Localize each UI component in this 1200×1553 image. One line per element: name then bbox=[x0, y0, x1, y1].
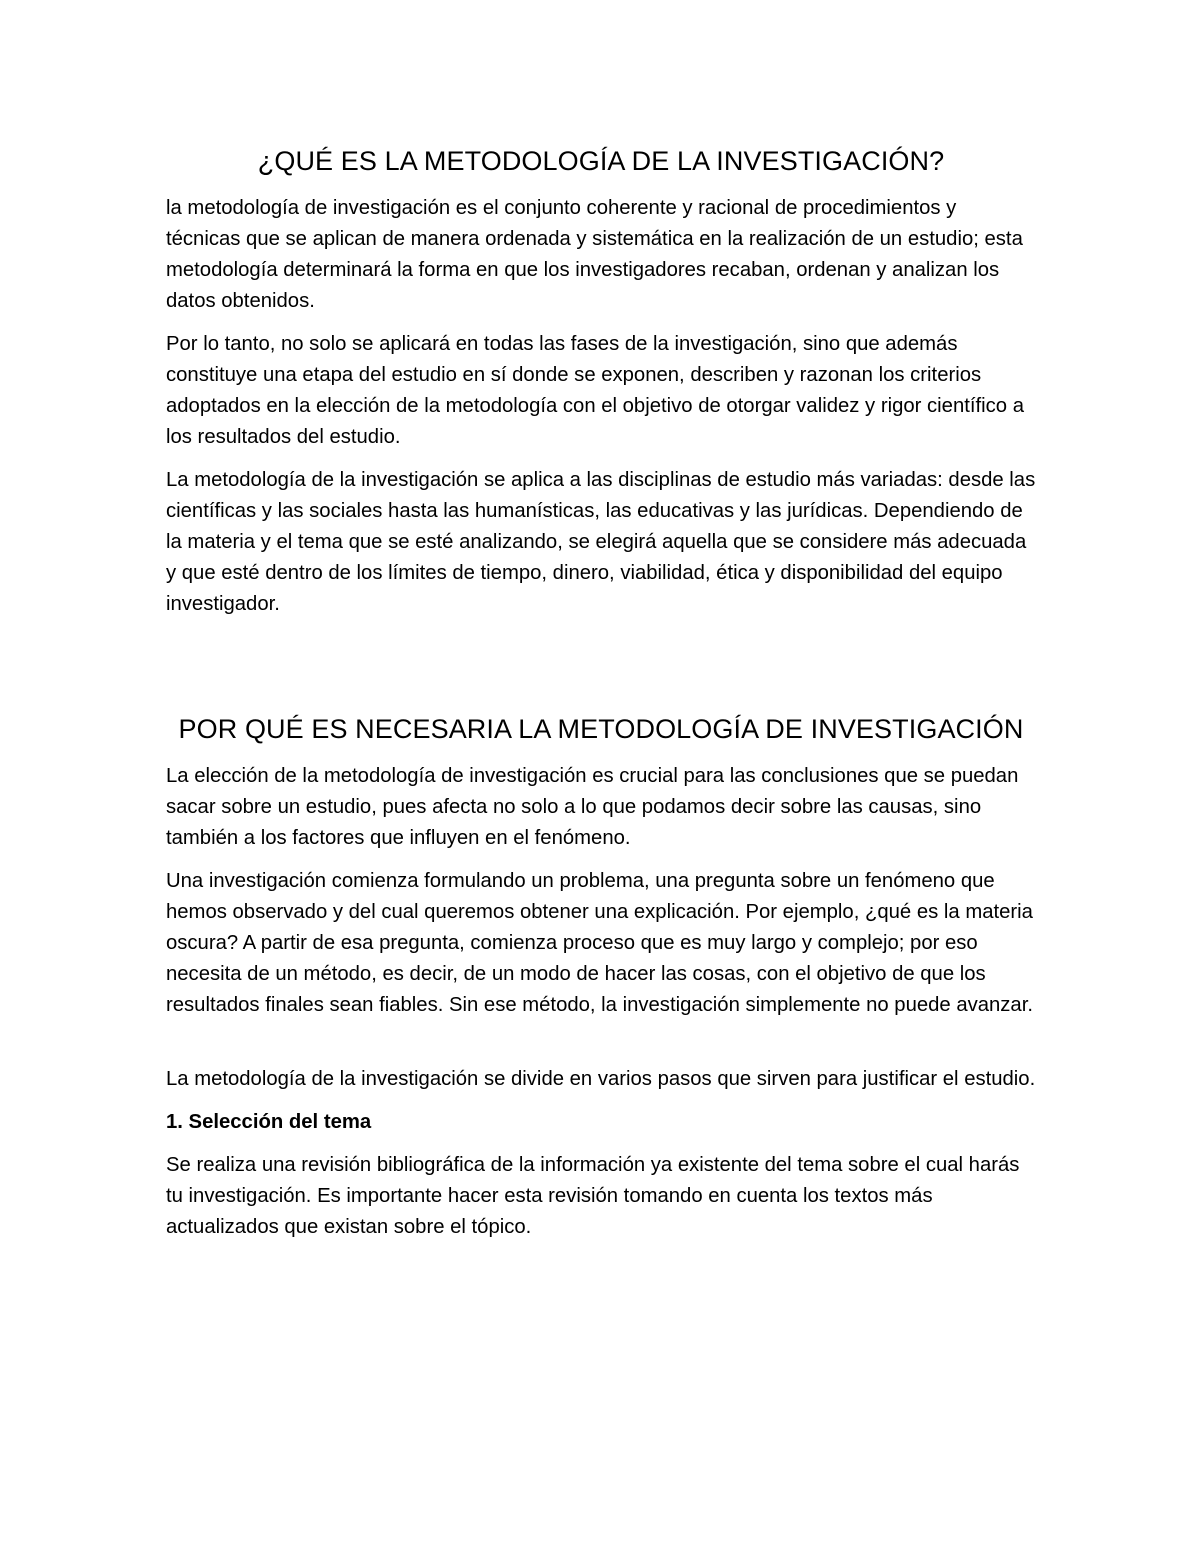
section-2-title: POR QUÉ ES NECESARIA LA METODOLOGÍA DE INVESTIGACIÓN bbox=[178, 714, 1024, 744]
paragraph-spacer bbox=[166, 1033, 1036, 1064]
section-1-paragraph-3: La metodología de la investigación se aplica a las disciplinas de estudio más variadas: desde las científicas y las sociales hasta las humanísticas, las educativas y las jurídicas. Dependiendo de la materia y el tema que se esté analizando, se elegirá aquella que se considere más adecuada y que esté dentro de los límites de tiempo, dinero, viabilidad, ética y disponibilidad del equipo investigador. bbox=[166, 469, 1036, 615]
section-2-paragraph-2: Una investigación comienza formulando un problema, una pregunta sobre un fenómeno que hemos observado y del cual queremos obtener una explicación. Por ejemplo, ¿qué es la materia oscura? A partir de esa pregunta, comienza proceso que es muy largo y complejo; por eso necesita de un método, es decir, de un modo de hacer las cosas, con el objetivo de que los resultados finales sean fiables. Sin ese método, la investigación simplemente no puede avanzar. bbox=[166, 870, 1033, 1016]
section-1-paragraph-2: Por lo tanto, no solo se aplicará en todas las fases de la investigación, sino que además constituye una etapa del estudio en sí donde se exponen, describen y razonan los criterios adoptados en la elección de la metodología con el objetivo de otorgar validez y rigor científico a los resultados del estudio. bbox=[166, 333, 1024, 448]
section-2-paragraph-1: La elección de la metodología de investigación es crucial para las conclusiones que se puedan sacar sobre un estudio, pues afecta no solo a lo que podamos decir sobre las causas, sino también a los factores que influyen en el fenómeno. bbox=[166, 765, 1019, 849]
section-spacer bbox=[166, 632, 1036, 710]
section-1-paragraph-1: la metodología de investigación es el conjunto coherente y racional de procedimientos y técnicas que se aplican de manera ordenada y sistemática en la realización de un estudio; esta metodología determinará la forma en que los investigadores recaban, ordenan y analizan los datos obtenidos. bbox=[166, 197, 1023, 312]
step-1-heading: 1. Selección del tema bbox=[166, 1111, 372, 1133]
document-content bbox=[166, 142, 1036, 1255]
step-1-text: Se realiza una revisión bibliográfica de la información ya existente del tema sobre el cual harás tu investigación. Es importante hacer esta revisión tomando en cuenta los textos más actualizados que existan sobre el tópico. bbox=[166, 1154, 1020, 1238]
section-1-title: ¿QUÉ ES LA METODOLOGÍA DE LA INVESTIGACIÓN? bbox=[257, 146, 945, 176]
section-2-paragraph-3: La metodología de la investigación se divide en varios pasos que sirven para justificar el estudio. bbox=[166, 1068, 1036, 1090]
